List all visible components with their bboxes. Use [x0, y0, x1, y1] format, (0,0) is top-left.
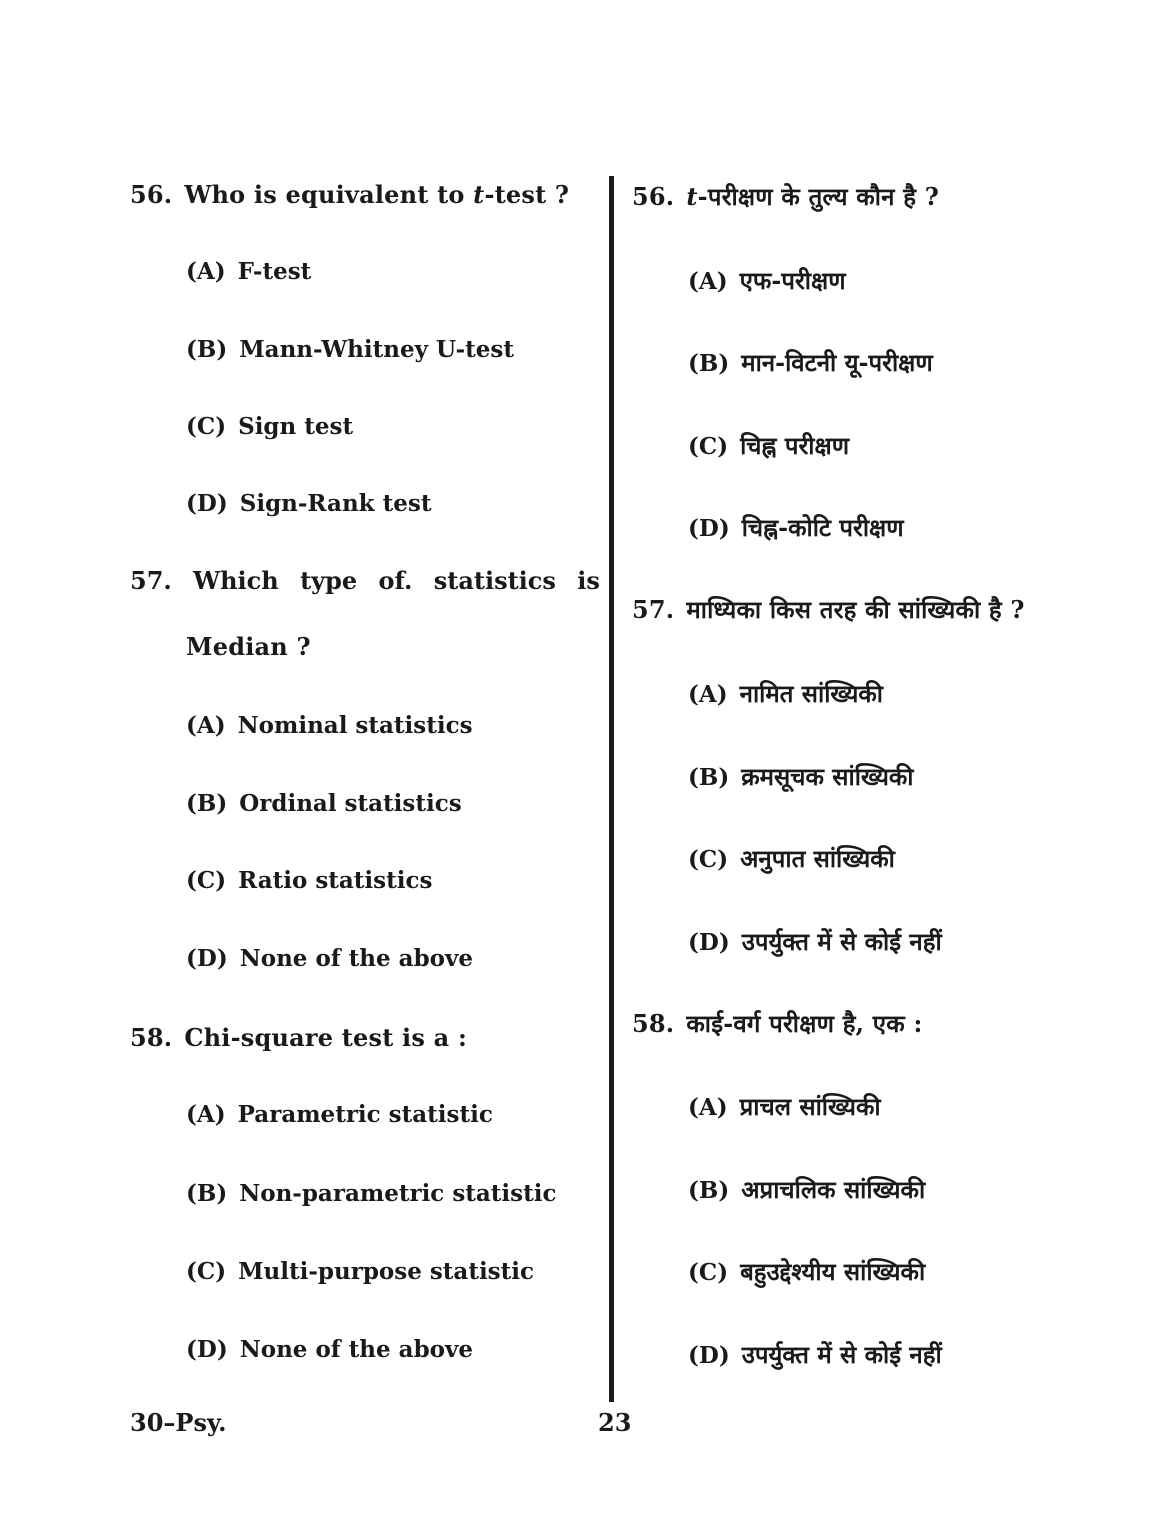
- option-letter: (A): [186, 1101, 226, 1128]
- option-56b-en: [186, 336, 514, 363]
- option-56c-en: [186, 413, 353, 440]
- option-57c-en: [186, 867, 432, 894]
- option-text: Sign test: [238, 413, 354, 440]
- page-number: 23: [598, 1408, 632, 1437]
- option-text: Ordinal statistics: [239, 790, 462, 817]
- option-56a-en: [186, 258, 311, 285]
- option-57d-hi: [688, 925, 942, 958]
- question-text-part: -परीक्षण के तुल्य कौन है ?: [697, 182, 939, 211]
- option-58a-en: [186, 1101, 493, 1128]
- option-58b-en: [186, 1180, 556, 1207]
- option-57c-hi: [688, 842, 895, 875]
- option-letter: (B): [186, 1180, 228, 1207]
- option-58d-hi: [688, 1338, 942, 1371]
- option-letter: (B): [688, 1177, 730, 1204]
- option-text: चिह्न परीक्षण: [740, 431, 850, 460]
- question-56-en: [130, 180, 569, 209]
- paper-code: 30–Psy.: [130, 1408, 227, 1437]
- option-text: क्रमसूचक सांख्यिकी: [741, 762, 914, 791]
- question-word: statistics: [433, 566, 556, 595]
- option-letter: (C): [688, 433, 729, 460]
- question-number: 58.: [632, 1009, 675, 1038]
- option-text: Non-parametric statistic: [239, 1180, 557, 1207]
- question-number: 58.: [130, 1023, 173, 1052]
- option-58c-en: [186, 1258, 534, 1285]
- option-text: Mann-Whitney U-test: [239, 336, 514, 363]
- option-text: Nominal statistics: [237, 712, 473, 739]
- option-text: प्राचल सांख्यिकी: [739, 1092, 881, 1121]
- option-text: F-test: [237, 258, 312, 285]
- option-58a-hi: [688, 1090, 881, 1123]
- option-56a-hi: [688, 264, 846, 297]
- option-text: Multi-purpose statistic: [238, 1258, 534, 1285]
- option-letter: (C): [186, 867, 227, 894]
- option-letter: (A): [688, 681, 728, 708]
- option-text: अनुपात सांख्यिकी: [740, 844, 895, 873]
- question-number: 57.: [130, 566, 172, 595]
- question-text: Chi-square test is a :: [184, 1023, 468, 1052]
- option-text: बहुउद्देश्यीय सांख्यिकी: [740, 1257, 926, 1286]
- question-text: काई-वर्ग परीक्षण है, एक :: [686, 1009, 923, 1038]
- column-divider: [609, 176, 614, 1402]
- option-57b-hi: [688, 760, 914, 793]
- option-56b-hi: [688, 346, 933, 379]
- question-text-italic: t: [473, 180, 485, 209]
- question-word: is: [577, 566, 600, 595]
- option-text: Ratio statistics: [238, 867, 433, 894]
- option-56c-hi: [688, 429, 849, 462]
- option-56d-en: [186, 490, 431, 517]
- option-letter: (A): [688, 268, 728, 295]
- option-58c-hi: [688, 1255, 925, 1288]
- question-word: Which: [193, 566, 279, 595]
- question-number: 56.: [632, 182, 675, 211]
- option-58d-en: [186, 1336, 473, 1363]
- question-57-hi: [632, 593, 1025, 626]
- option-text: एफ-परीक्षण: [739, 266, 846, 295]
- option-letter: (D): [688, 929, 730, 956]
- option-58b-hi: [688, 1173, 925, 1206]
- question-word: of.: [378, 566, 413, 595]
- option-letter: (C): [688, 1259, 729, 1286]
- option-letter: (B): [186, 790, 228, 817]
- option-text: अप्राचलिक सांख्यिकी: [741, 1175, 926, 1204]
- option-letter: (C): [186, 1258, 227, 1285]
- option-text: उपर्युक्त में से कोई नहीं: [741, 927, 942, 956]
- option-letter: (B): [688, 764, 730, 791]
- option-text: नामित सांख्यिकी: [739, 679, 884, 708]
- option-57a-en: [186, 712, 473, 739]
- question-57-en-line2: Median ?: [186, 632, 311, 661]
- option-letter: (C): [688, 846, 729, 873]
- question-58-en: [130, 1023, 467, 1052]
- option-letter: (B): [186, 336, 228, 363]
- option-letter: (D): [688, 1342, 730, 1369]
- option-letter: (A): [688, 1094, 728, 1121]
- question-text-part: -test ?: [484, 180, 570, 209]
- question-58-hi: [632, 1007, 923, 1040]
- option-text: None of the above: [239, 945, 473, 972]
- option-letter: (D): [186, 945, 228, 972]
- option-letter: (A): [186, 712, 226, 739]
- option-letter: (D): [688, 515, 730, 542]
- option-text: Sign-Rank test: [239, 490, 432, 517]
- question-text: माध्यिका किस तरह की सांख्यिकी है ?: [686, 595, 1025, 624]
- option-letter: (D): [186, 1336, 228, 1363]
- option-letter: (B): [688, 350, 730, 377]
- option-57d-en: [186, 945, 473, 972]
- option-letter: (A): [186, 258, 226, 285]
- question-57-en-line1: [130, 566, 600, 595]
- option-letter: (D): [186, 490, 228, 517]
- question-number: 56.: [130, 180, 173, 209]
- option-text: चिह्न-कोटि परीक्षण: [741, 513, 904, 542]
- question-text-part: Who is equivalent to: [184, 180, 474, 209]
- option-57b-en: [186, 790, 462, 817]
- option-56d-hi: [688, 511, 904, 544]
- option-text: None of the above: [239, 1336, 473, 1363]
- question-text-italic: t: [686, 182, 698, 211]
- option-57a-hi: [688, 677, 883, 710]
- option-letter: (C): [186, 413, 227, 440]
- question-number: 57.: [632, 595, 675, 624]
- option-text: मान-विटनी यू-परीक्षण: [741, 348, 933, 377]
- option-text: Parametric statistic: [237, 1101, 493, 1128]
- question-56-hi: [632, 180, 939, 213]
- question-word: type: [300, 566, 358, 595]
- option-text: उपर्युक्त में से कोई नहीं: [741, 1340, 942, 1369]
